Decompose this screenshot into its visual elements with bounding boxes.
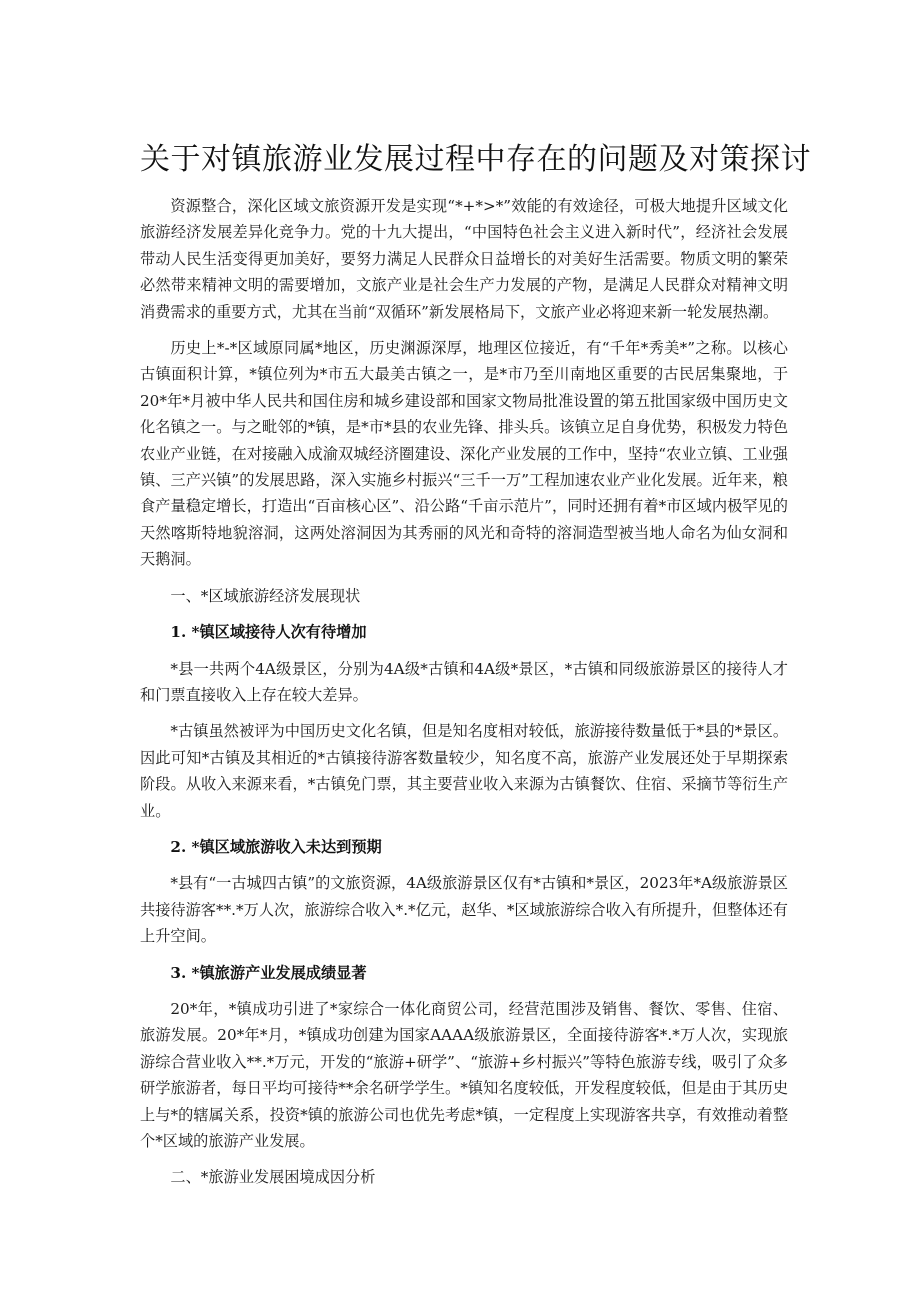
section-heading-2: 二、*旅游业发展困境成因分析: [170, 1168, 376, 1187]
section-heading-1: 一、*区域旅游经济发展现状: [170, 586, 361, 605]
document-title: 关于对镇旅游业发展过程中存在的问题及对策探讨: [140, 142, 811, 177]
paragraph-intro: 资源整合，深化区域文旅资源开发是实现“*+*>*”效能的有效途径，可极大地提升区域文化旅游经济发展差异化竞争力。党的十九大提出，“中国特色社会主义进入新时代”，经济社会发展带动人民生活变得更加美好，要努力满足人民群众日益增长的对美好生活需要。物质文明的繁荣必然带来精神文明的需要增加，文旅产业是社会生产力发展的产物，是满足人民群众对精神文明消费需求的重要方式，尤其在当前“双循环”新发展格局下，文旅产业必将迎来新一轮发展热潮。: [140, 197, 788, 321]
paragraph: *县一共两个4A级景区，分别为4A级*古镇和4A级*景区，*古镇和同级旅游景区的接待人才和门票直接收入上存在较大差异。: [140, 659, 788, 704]
subsection-heading-1: 1. *镇区域接待人次有待增加: [170, 623, 367, 642]
subsection-heading-2: 2. *镇区域旅游收入未达到预期: [170, 837, 382, 856]
paragraph: *县有“一古城四古镇”的文旅资源，4A级旅游景区仅有*古镇和*景区，2023年*A级旅游景区共接待游客**.*万人次，旅游综合收入*.*亿元，赵华、*区域旅游综合收入有所提升，但整体还有上升空间。: [140, 874, 788, 946]
paragraph: *古镇虽然被评为中国历史文化名镇，但是知名度相对较低，旅游接待数量低于*县的*景区。因此可知*古镇及其相近的*古镇接待游客数量较少，知名度不高，旅游产业发展还处于早期探索阶段。从收入来源来看，*古镇免门票，其主要营业收入来源为古镇餐饮、住宿、采摘节等衍生产业。: [140, 722, 788, 820]
paragraph: 20*年，*镇成功引进了*家综合一体化商贸公司，经营范围涉及销售、餐饮、零售、住宿、旅游发展。20*年*月，*镇成功创建为国家AAAA级旅游景区，全面接待游客*.*万人次，实现旅游综合营业收入**.*万元，开发的“旅游+研学”、“旅游+乡村振兴”等特色旅游专线，吸引了众多研学旅游者，每日平均可接待**余名研学学生。*镇知名度较低，开发程度较低，但是由于其历史上与*的辖属关系，投资*镇的旅游公司也优先考虑*镇，一定程度上实现游客共享，有效推动着整个*区域的旅游产业发展。: [140, 999, 788, 1150]
document-body: [140, 193, 788, 1191]
paragraph-history: 历史上*-*区域原同属*地区，历史渊源深厚，地理区位接近，有“千年*秀美*”之称。以核心古镇面积计算，*镇位列为*市五大最美古镇之一，是*市乃至川南地区重要的古民居集聚地，于20*年*月被中华人民共和国住房和城乡建设部和国家文物局批准设置的第五批国家级中国历史文化名镇之一。与之毗邻的*镇，是*市*县的农业先锋、排头兵。该镇立足自身优势，积极发力特色农业产业链，在对接融入成渝双城经济圈建设、深化产业发展的工作中，坚持“农业立镇、工业强镇、三产兴镇”的发展思路，深入实施乡村振兴“三千一万”工程加速农业产业化发展。近年来，粮食产量稳定增长，打造出“百亩核心区”、沿公路“千亩示范片”，同时还拥有着*市区域内极罕见的天然喀斯特地貌溶洞，这两处溶洞因为其秀丽的风光和奇特的溶洞造型被当地人命名为仙女洞和天鹅洞。: [140, 339, 788, 569]
subsection-heading-3: 3. *镇旅游产业发展成绩显著: [170, 963, 367, 982]
